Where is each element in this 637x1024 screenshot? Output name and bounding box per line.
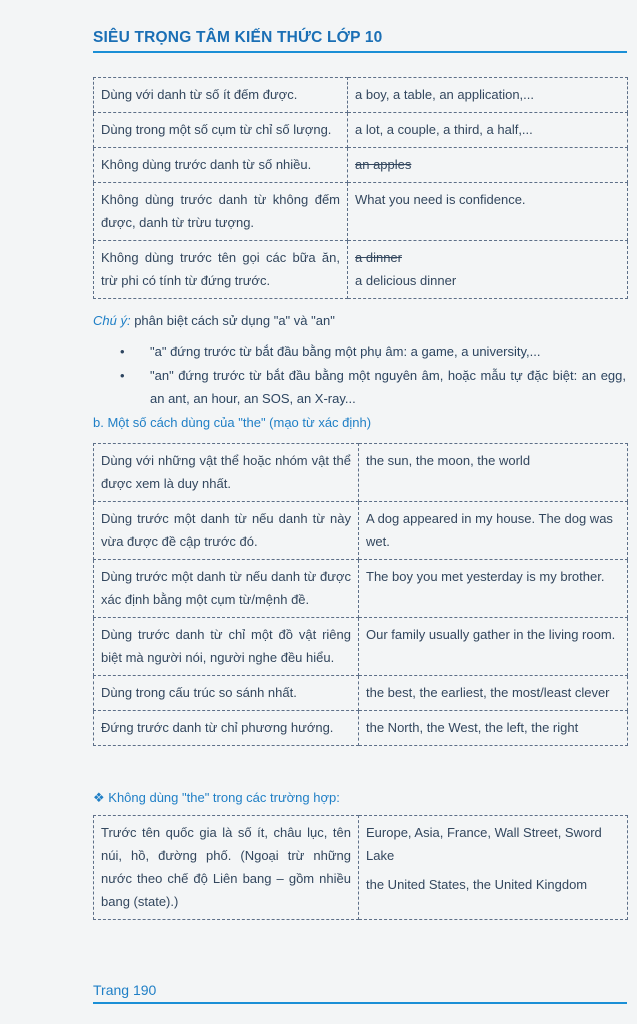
table-row (94, 444, 628, 502)
usage-cell: Dùng với những vật thể hoặc nhóm vật thể được xem là duy nhất. (94, 444, 359, 502)
list-item (120, 364, 626, 411)
example-text: an apples (355, 157, 412, 172)
example-text: the sun, the moon, the world (366, 453, 531, 468)
table-row (94, 183, 628, 241)
bullet-icon: • (120, 367, 125, 383)
usage-cell: Dùng trước danh từ chỉ một đồ vật riêng biệt mà người nói, người nghe đều hiểu. (94, 618, 359, 676)
example-text: a delicious dinner (355, 273, 457, 288)
usage-cell: Không dùng trước danh từ không đếm được, danh từ trừu tượng. (94, 183, 348, 241)
usage-cell: Dùng với danh từ số ít đếm được. (94, 78, 348, 113)
table-row (94, 502, 628, 560)
table-row (94, 148, 628, 183)
usage-cell: Dùng trong cấu trúc so sánh nhất. (94, 676, 359, 711)
usage-cell: Dùng trước một danh từ nếu danh từ này vừa được đề cập trước đó. (94, 502, 359, 560)
a-an-bullet-list (120, 340, 626, 411)
usage-cell: Dùng trong một số cụm từ chỉ số lượng. (94, 113, 348, 148)
example-text: the North, the West, the left, the right (366, 720, 579, 735)
list-item (120, 340, 626, 364)
example-cell (348, 113, 628, 148)
usage-cell: Không dùng trước danh từ số nhiều. (94, 148, 348, 183)
example-cell (359, 502, 628, 560)
example-text: the United States, the United Kingdom (366, 877, 588, 892)
no-the-usage-table (93, 815, 628, 920)
example-text: the best, the earliest, the most/least clever (366, 685, 610, 700)
header-divider (93, 51, 627, 53)
table-row (94, 676, 628, 711)
example-text: a boy, a table, an application,... (355, 87, 534, 102)
table-row (94, 241, 628, 299)
example-text: Europe, Asia, France, Wall Street, Sword Lake (366, 825, 602, 863)
page-number: Trang 190 (93, 982, 157, 998)
table-row (94, 816, 628, 920)
footer-divider (93, 1002, 627, 1004)
table-row (94, 618, 628, 676)
note-label: Chú ý: (93, 313, 131, 328)
example-cell (359, 560, 628, 618)
table-row (94, 113, 628, 148)
bullet-text: "an" đứng trước từ bắt đầu bằng một nguyên âm, hoặc mẫu tự đặc biệt: an egg, an ant, an hour, an SOS, an X-ray... (150, 367, 626, 406)
example-text: a lot, a couple, a third, a half,... (355, 122, 533, 137)
article-the-usage-table (93, 443, 628, 746)
usage-cell: Trước tên quốc gia là số ít, châu lục, tên núi, hồ, đường phố. (Ngoại trừ những nước theo chế độ Liên bang – gồm nhiều bang (state).) (94, 816, 359, 920)
example-cell (348, 148, 628, 183)
example-cell (359, 711, 628, 746)
note-text: phân biệt cách sử dụng "a" và "an" (130, 313, 335, 328)
example-text: The boy you met yesterday is my brother. (366, 569, 605, 584)
usage-cell: Đứng trước danh từ chỉ phương hướng. (94, 711, 359, 746)
example-text: Our family usually gather in the living room. (366, 627, 616, 642)
section-b-title: b. Một số cách dùng của "the" (mạo từ xác định) (93, 415, 372, 430)
example-text: What you need is confidence. (355, 192, 526, 207)
example-cell (348, 183, 628, 241)
usage-cell: Dùng trước một danh từ nếu danh từ được xác định bằng một cụm từ/mệnh đề. (94, 560, 359, 618)
table-row (94, 560, 628, 618)
example-text: A dog appeared in my house. The dog was wet. (366, 511, 613, 549)
bullet-text: "a" đứng trước từ bắt đầu bằng một phụ âm: a game, a university,... (150, 344, 541, 359)
note-line (93, 313, 335, 328)
example-cell (348, 241, 628, 299)
example-cell (348, 78, 628, 113)
bullet-icon: • (120, 344, 125, 359)
example-cell (359, 676, 628, 711)
page-header-title: SIÊU TRỌNG TÂM KIẾN THỨC LỚP 10 (93, 29, 383, 46)
usage-cell: Không dùng trước tên gọi các bữa ăn, trừ phi có tính từ đứng trước. (94, 241, 348, 299)
table-row (94, 78, 628, 113)
example-cell (359, 816, 628, 920)
example-text: a dinner (355, 250, 402, 265)
section-no-the-title (93, 790, 340, 806)
table-row (94, 711, 628, 746)
diamond-icon: ❖ (93, 790, 105, 805)
article-a-usage-table (93, 77, 628, 299)
example-cell (359, 618, 628, 676)
section-no-the-text: Không dùng "the" trong các trường hợp: (104, 790, 340, 805)
example-cell (359, 444, 628, 502)
